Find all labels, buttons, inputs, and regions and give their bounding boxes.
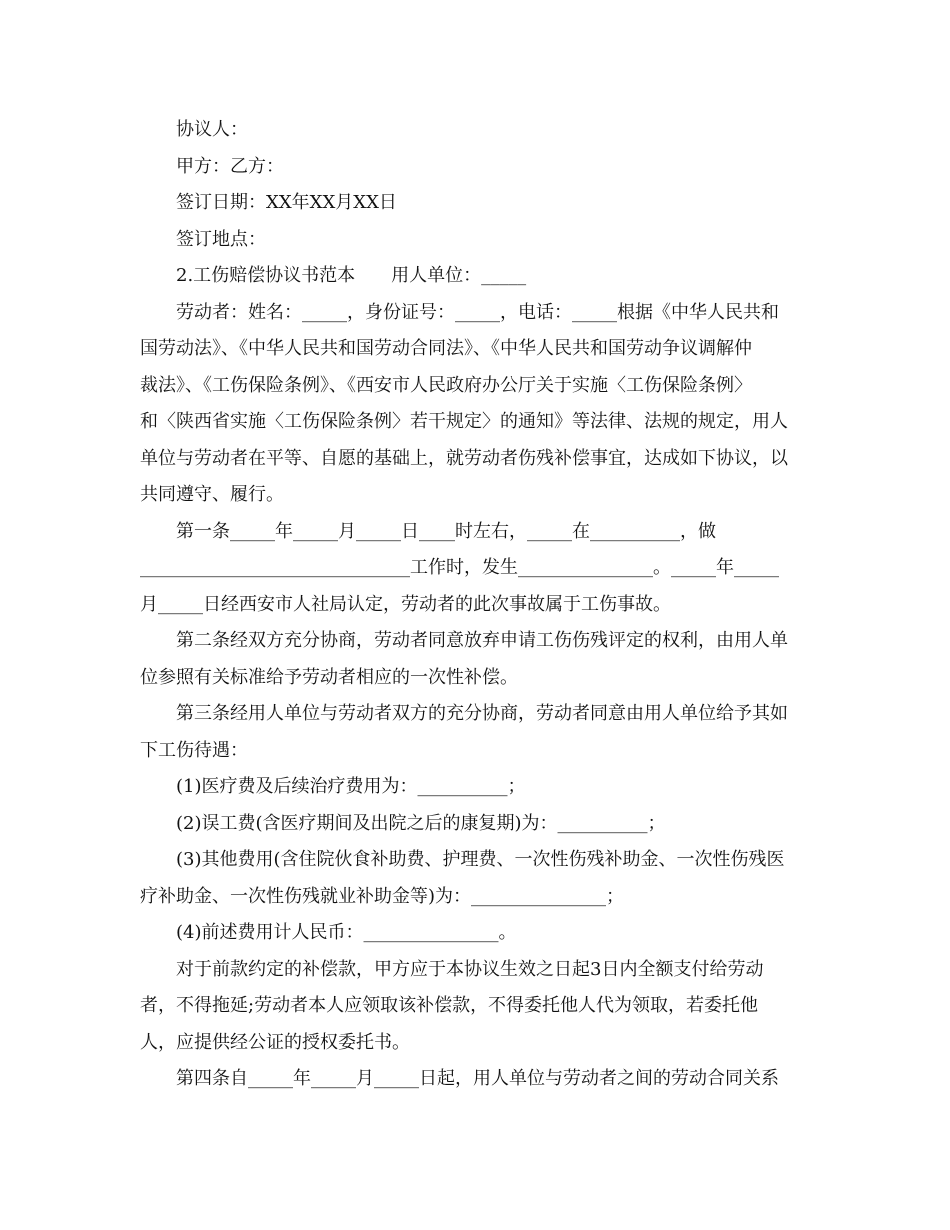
item-line: (1)医疗费及后续治疗费用为：__________； (176, 776, 526, 797)
item-line: 疗补助金、一次性伤残就业补助金等)为：_______________； (140, 885, 625, 907)
article-three-line: 下工伤待遇： (140, 739, 248, 761)
paragraph-line: 和〈陕西省实施〈工伤保险条例〉若干规定〉的通知》等法律、法规的规定，用人 (140, 411, 788, 432)
agreement-document (140, 112, 812, 1098)
agreement-parties-line: 协议人： (176, 119, 248, 140)
payment-paragraph-line: 对于前款约定的补偿款，甲方应于本协议生效之日起3日内全额支付给劳动 (176, 958, 764, 980)
article-one-line: 第一条_____年_____月_____日____时左右，_____在__________，做 (176, 520, 716, 542)
article-two-line: 位参照有关标准给予劳动者相应的一次性补偿。 (140, 666, 518, 688)
item-line: (4)前述费用计人民币：_______________。 (176, 922, 517, 943)
signing-date-line: 签订日期：XX年XX月XX日 (176, 192, 397, 213)
article-three-line: 第三条经用人单位与劳动者双方的充分协商，劳动者同意由用人单位给予其如 (176, 703, 788, 724)
paragraph-line: 劳动者：姓名：_____，身份证号：_____，电话：_____根据《中华人民共和 (176, 301, 779, 323)
paragraph-line: 裁法》、《工伤保险条例》、《西安市人民政府办公厅关于实施〈工伤保险条例〉 (140, 374, 752, 396)
party-a-b-line: 甲方：乙方： (176, 155, 284, 177)
article-one-line: 月_____日经西安市人社局认定，劳动者的此次事故属于工伤事故。 (140, 593, 671, 615)
section-title-line: 2.工伤赔偿协议书范本 用人单位：_____ (176, 265, 527, 286)
article-four-line: 第四条自_____年_____月_____日起，用人单位与劳动者之间的劳动合同关系 (176, 1068, 779, 1089)
signing-place-line: 签订地点： (176, 228, 266, 250)
payment-paragraph-line: 人，应提供经公证的授权委托书。 (140, 1031, 410, 1053)
item-line: (2)误工费(含医疗期间及出院之后的康复期)为：__________； (176, 812, 666, 834)
article-two-line: 第二条经双方充分协商，劳动者同意放弃申请工伤伤残评定的权利，由用人单 (176, 630, 788, 651)
paragraph-line: 共同遵守、履行。 (140, 484, 284, 505)
paragraph-line: 国劳动法》、《中华人民共和国劳动合同法》、《中华人民共和国劳动争议调解仲 (140, 338, 752, 359)
article-one-line: ______________________________工作时，发生_______________。_____年_____ (140, 557, 779, 578)
paragraph-line: 单位与劳动者在平等、自愿的基础上，就劳动者伤残补偿事宜，达成如下协议，以 (140, 447, 788, 469)
item-line: (3)其他费用(含住院伙食补助费、护理费、一次性伤残补助金、一次性伤残医 (176, 849, 785, 870)
payment-paragraph-line: 者，不得拖延;劳动者本人应领取该补偿款，不得委托他人代为领取，若委托他 (140, 995, 759, 1016)
